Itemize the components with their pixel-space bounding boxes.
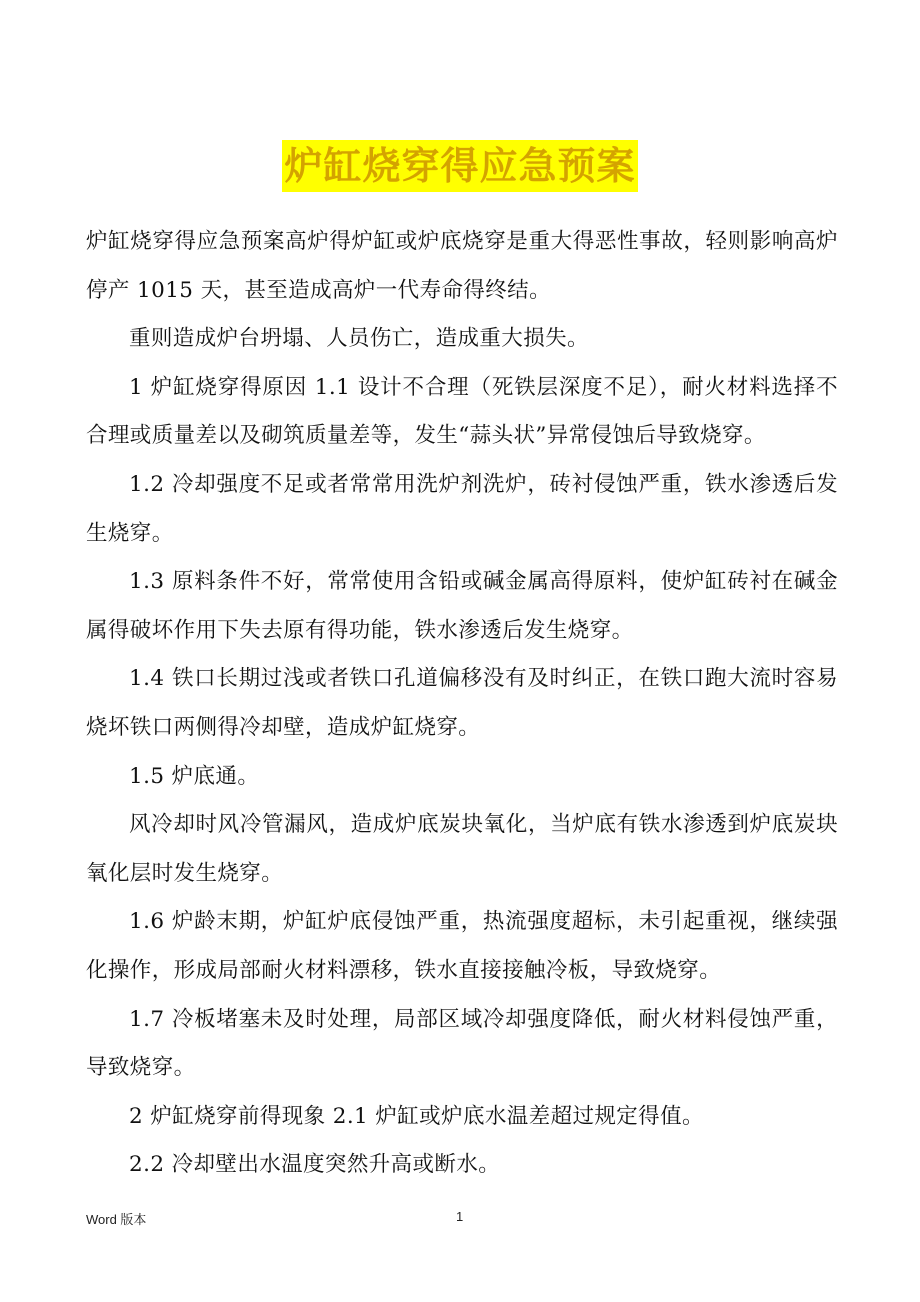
title-container (0, 140, 920, 192)
document-title: 炉缸烧穿得应急预案 (282, 140, 637, 192)
paragraph-cause-1-3: 1.3 原料条件不好，常常使用含铅或碱金属高得原料，使炉缸砖衬在碱金属得破坏作用下失去原有得功能，铁水渗透后发生烧穿。 (86, 569, 838, 643)
paragraph-cause-1-5-detail: 风冷却时风冷管漏风，造成炉底炭块氧化，当炉底有铁水渗透到炉底炭块氧化层时发生烧穿。 (86, 812, 838, 886)
paragraph-cause-1-4: 1.4 铁口长期过浅或者铁口孔道偏移没有及时纠正，在铁口跑大流时容易烧坏铁口两侧得冷却壁，造成炉缸烧穿。 (86, 666, 838, 740)
paragraph-cause-1-5: 1.5 炉底通。 (129, 763, 260, 789)
paragraph-phenomena-2-2: 2.2 冷却壁出水温度突然升高或断水。 (129, 1152, 501, 1178)
footer-page-number: 1 (456, 1209, 464, 1224)
paragraph-cause-1-2: 1.2 冷却强度不足或者常常用洗炉剂洗炉，砖衬侵蚀严重，铁水渗透后发生烧穿。 (86, 471, 838, 546)
document-body (86, 218, 838, 1190)
footer-version-label: Word 版本 (86, 1212, 147, 1227)
paragraph-intro: 炉缸烧穿得应急预案高炉得炉缸或炉底烧穿是重大得恶性事故，轻则影响高炉停产 1015 天，甚至造成高炉一代寿命得终结。 (86, 229, 838, 303)
paragraph-phenomena-2-1: 2 炉缸烧穿前得现象 2.1 炉缸或炉底水温差超过规定得值。 (129, 1103, 704, 1129)
paragraph-cause-1-6: 1.6 炉龄末期，炉缸炉底侵蚀严重，热流强度超标，未引起重视，继续强化操作，形成局部耐火材料漂移，铁水直接接触冷板，导致烧穿。 (86, 909, 838, 983)
paragraph-cause-1-7: 1.7 冷板堵塞未及时处理，局部区域冷却强度降低，耐火材料侵蚀严重，导致烧穿。 (86, 1006, 838, 1081)
paragraph-cause-1-1: 1 炉缸烧穿得原因 1.1 设计不合理（死铁层深度不足），耐火材料选择不合理或质量差以及砌筑质量差等，发生“蒜头状”异常侵蚀后导致烧穿。 (86, 374, 838, 449)
paragraph-consequence: 重则造成炉台坍塌、人员伤亡，造成重大损失。 (129, 326, 589, 352)
